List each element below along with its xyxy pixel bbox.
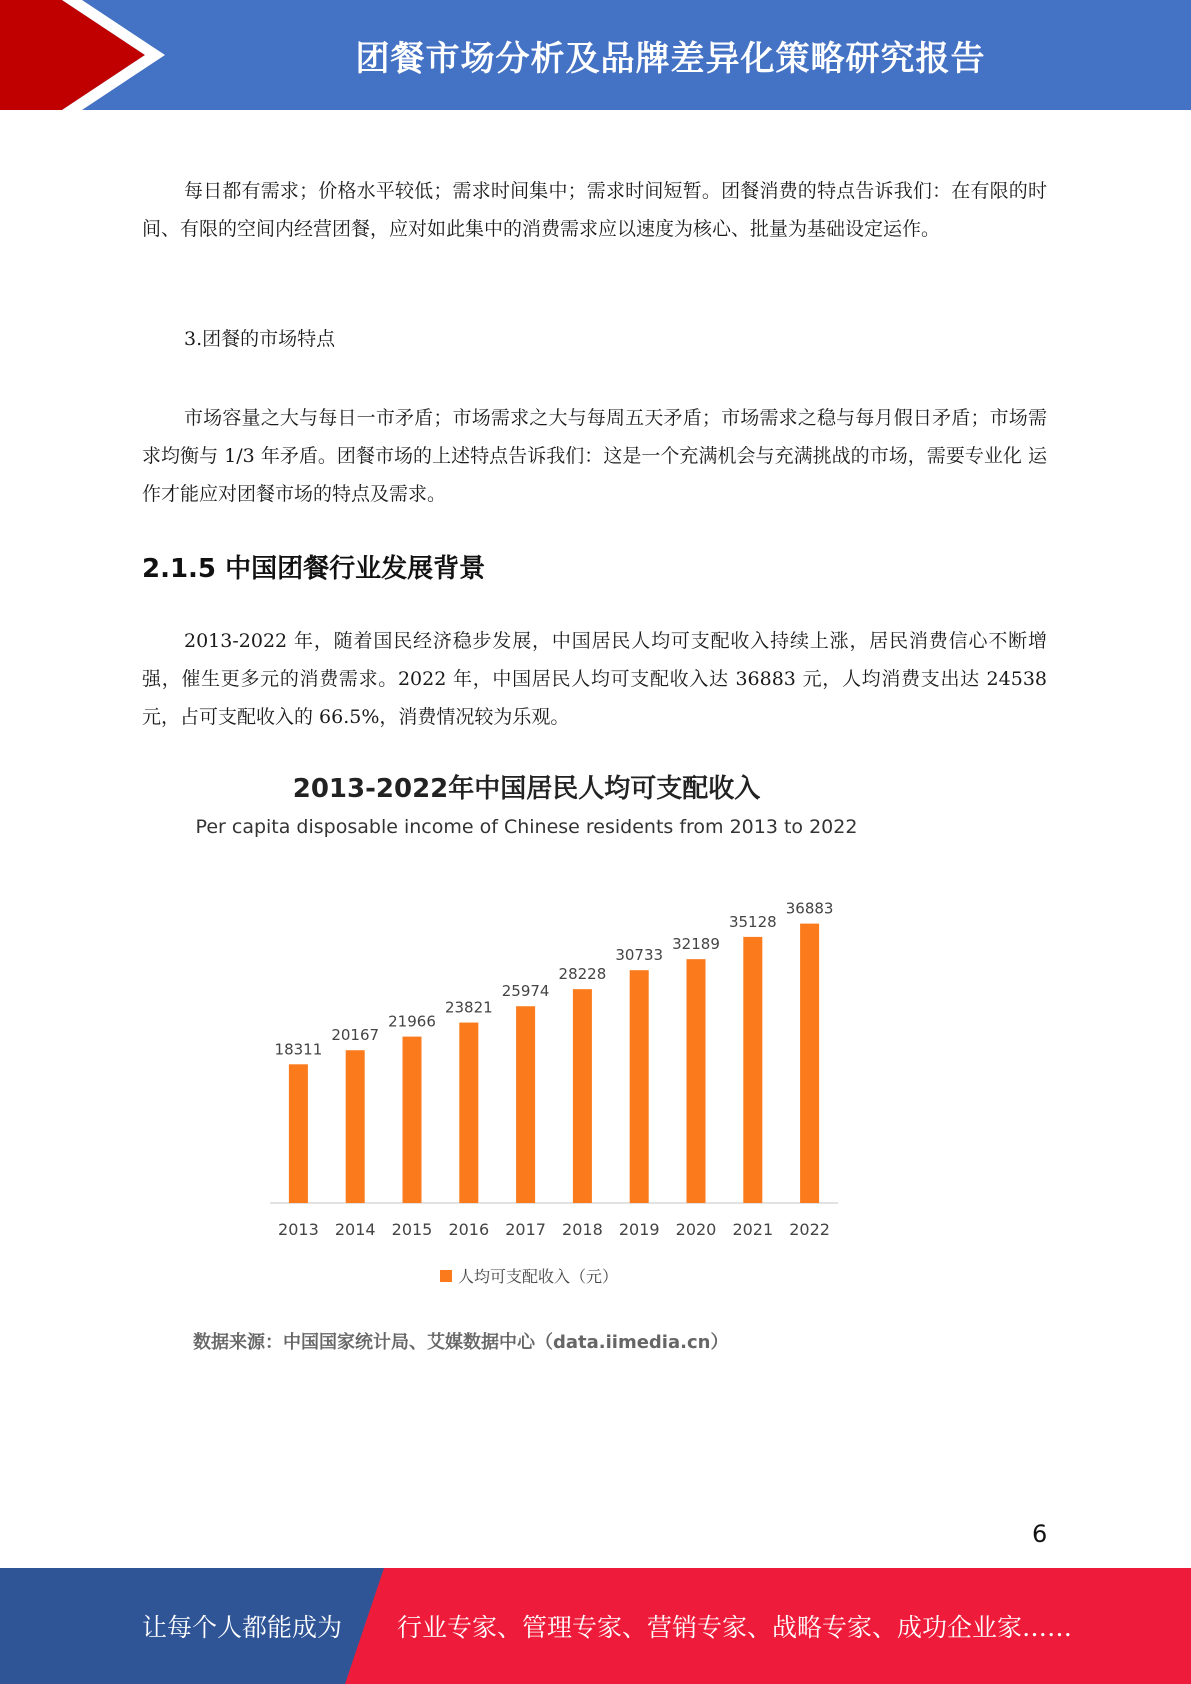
bar-2016 [459,1023,478,1203]
section-title: 2.1.5 中国团餐行业发展背景 [142,554,486,584]
x-tick-label-2015: 2015 [391,1220,433,1239]
x-tick-label-2020: 2020 [675,1220,717,1239]
report-title: 团餐市场分析及品牌差异化策略研究报告 [355,38,986,79]
paragraph-industry-background: 2013-2022 年，随着国民经济稳步发展，中国居民人均可支配收入持续上涨，居民消费信心不断增强，催生更多元的消费需求。2022 年，中国居民人均可支配收入达 36883 元，人均消费支出达 24538 元，占可支配收入的 66.5%，消费情况较为乐观。 [142,630,1047,728]
paragraph-market-features: 市场容量之大与每日一市矛盾；市场需求之大与每周五天矛盾；市场需求之稳与每月假日矛盾；市场需求均衡与 1/3 年矛盾。团餐市场的上述特点告诉我们：这是一个充满机会与充满挑战的市场，需要专业化 运作才能应对团餐市场的特点及需求。 [142,407,1047,505]
bar-2014 [346,1050,365,1203]
subheading-market-features: 3.团餐的市场特点 [184,328,336,350]
x-tick-label-2021: 2021 [732,1220,774,1239]
data-label-2018: 28228 [558,965,607,984]
data-label-2014: 20167 [331,1026,380,1045]
x-tick-label-2013: 2013 [278,1220,319,1239]
bar-2015 [403,1037,422,1203]
legend-swatch [440,1270,452,1282]
legend-label: 人均可支配收入（元） [458,1267,619,1286]
data-label-2017: 25974 [501,982,550,1001]
x-tick-label-2017: 2017 [505,1220,546,1239]
footer-slogan-right: 行业专家、管理专家、营销专家、战略专家、成功企业家…… [397,1613,1073,1642]
data-label-2022: 36883 [785,899,834,918]
data-label-2013: 18311 [274,1040,323,1059]
chart-legend [440,1264,618,1287]
bar-2020 [687,959,706,1203]
bar-2022 [800,924,819,1203]
bar-2018 [573,989,592,1203]
x-tick-label-2018: 2018 [562,1220,603,1239]
paragraph-consumption-features: 每日都有需求；价格水平较低；需求时间集中；需求时间短暂。团餐消费的特点告诉我们：在有限的时间、有限的空间内经营团餐，应对如此集中的消费需求应以速度为核心、批量为基础设定运作。 [142,180,1047,240]
page-number: 6 [1032,1520,1048,1548]
data-label-2020: 32189 [672,935,720,954]
chart-subtitle: Per capita disposable income of Chinese residents from 2013 to 2022 [195,816,858,838]
x-tick-label-2014: 2014 [334,1220,376,1239]
x-tick-label-2022: 2022 [789,1220,830,1239]
x-tick-label-2016: 2016 [448,1220,490,1239]
bar-2017 [516,1006,535,1203]
data-label-2019: 30733 [615,946,664,965]
report-footer [0,1568,1191,1684]
x-tick-label-2019: 2019 [618,1220,660,1239]
data-label-2021: 35128 [728,912,777,931]
chart-title: 2013-2022年中国居民人均可支配收入 [292,774,761,804]
footer-slogan-left: 让每个人都能成为 [142,1613,343,1642]
bar-2019 [630,970,649,1203]
data-label-2015: 21966 [388,1012,436,1031]
data-label-2016: 23821 [444,998,493,1017]
bar-2021 [743,937,762,1203]
data-source-note: 数据来源：中国国家统计局、艾媒数据中心（data.iimedia.cn） [193,1332,729,1353]
bar-2013 [289,1064,308,1203]
